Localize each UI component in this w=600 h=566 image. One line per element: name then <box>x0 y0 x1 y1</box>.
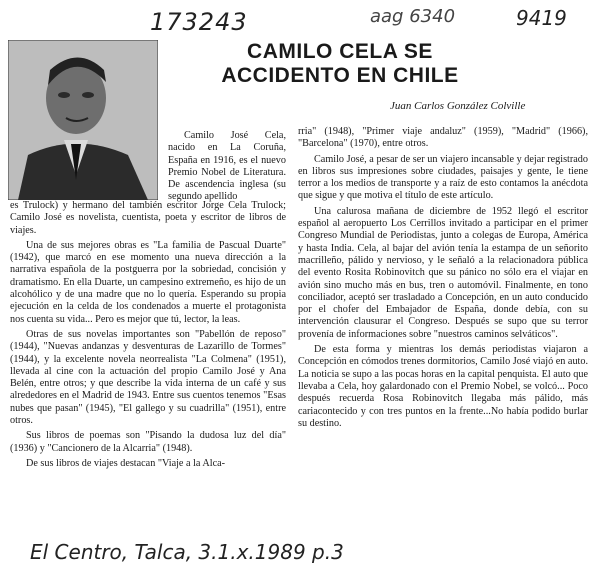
handwritten-archive-code: aag 6340 <box>370 6 456 27</box>
article-title-line-1: CAMILO CELA SE <box>247 40 433 63</box>
paragraph: Camilo José, a pesar de ser un viajero incansable y dejar registrado en libros sus impresiones sobre ciudades, paisajes y gente, le tiene terror a los medios de transporte y a raíz de esto contamos la anécdota que sigue y que motiva el título de este artículo. <box>298 153 588 202</box>
column-2-body <box>298 126 588 433</box>
handwritten-page-number: 9419 <box>516 6 567 30</box>
paragraph: Camilo José Cela, nacido en La Coruña, España en 1916, es el nuevo Premio Nobel de Literatura. De ascendencia inglesa (su segundo apellido <box>168 130 286 203</box>
paragraph: De sus libros de viajes destacan "Viaje a la Alca- <box>26 457 226 469</box>
paragraph: Otras de sus novelas importantes son "Pabellón de reposo" (1944), "Nuevas andanzas y desventuras de Lazarillo de Tormes" (1944), y la excelente novela neorrealista "La Colmena" (1951), llevada al cine con la actuación del propio Camilo José y Ana Belén, entre otros; y que describe la vida interna de un café y sus alrededores en el Madrid de 1943. Entre sus cuentos tenemos "Esas nubes que pasan" (1945), "El gallego y su cuadrilla" (1951), entre otros. <box>10 328 286 427</box>
column-1-body <box>10 200 286 473</box>
paragraph: Una de sus mejores obras es "La familia de Pascual Duarte" (1942), que marcó en ese momento una nueva dirección a la narrativa española de la postguerra por la sobriedad, concisión y dramatismo. En ella Duarte, un campesino extremeño, es hijo de un alcohólico y de una madre que no lo quería. Esperando su propia ejecución en la celda de los condenados a muerte el protagonista nos cuenta su vida... Pero es mejor que tú, lector, la leas. <box>10 239 286 325</box>
article-byline: Juan Carlos González Colville <box>390 100 526 112</box>
article-title-line-2: ACCIDENTO EN CHILE <box>221 64 459 87</box>
column-1-intro <box>168 130 286 207</box>
paragraph: De esta forma y mientras los demás periodistas viajaron a Concepción en cómodos trenes dormitorios, Camilo José viajó en auto. La noticia se supo a las pocas horas en la capital penquista. El auto que llevaba a Cela, hoy galardonado con el Premio Nobel, se volcó... Poco después recuerda Rosa Robinovitch llegaba más pálido, más cariacontecido y con tres puntos en la frente...No había podido burlar su destino. <box>298 344 589 429</box>
paragraph: Una calurosa mañana de diciembre de 1952 llegó el escritor español al aeropuerto Los Cerrillos invitado a participar en el primer Congreso Mundial de Periodistas, junto a colegas de Europa, América y hasta India. Cela, al bajar del avión tenía la estampa de un señorito macrilleño, pálido y nervioso, y le señaló a la relacionadora pública del evento Rosita Robinovitch que su pánico no sólo era el viajar en avión sino mucho más en bus, tren o automóvil. Finalmente, en tono conciliador, aceptó ser trasladado a Concepción, en un auto conducido por el chofer del Embajador de España, donde debía, con su intervención clausurar el Congreso. Después se supo que su terror provenía de informaciones sobre "nuestros caminos selváticos". <box>298 205 588 340</box>
author-portrait-photo <box>8 40 158 200</box>
handwritten-id-number: 173243 <box>150 8 248 36</box>
handwritten-source-note: El Centro, Talca, 3.1.x.1989 p.3 <box>30 540 344 564</box>
paragraph: rria" (1948), "Primer viaje andaluz" (1959), "Madrid" (1966), "Barcelona" (1970), entre otros. <box>298 126 588 150</box>
paragraph: es Trulock) y hermano del también escritor Jorge Cela Trulock; Camilo José es novelista, cuentista, poeta y escritor de libros de viajes. <box>10 200 286 236</box>
paragraph: Sus libros de poemas son "Pisando la dudosa luz del día" (1936) y "Cancionero de la Alcarria" (1948). <box>10 430 286 454</box>
